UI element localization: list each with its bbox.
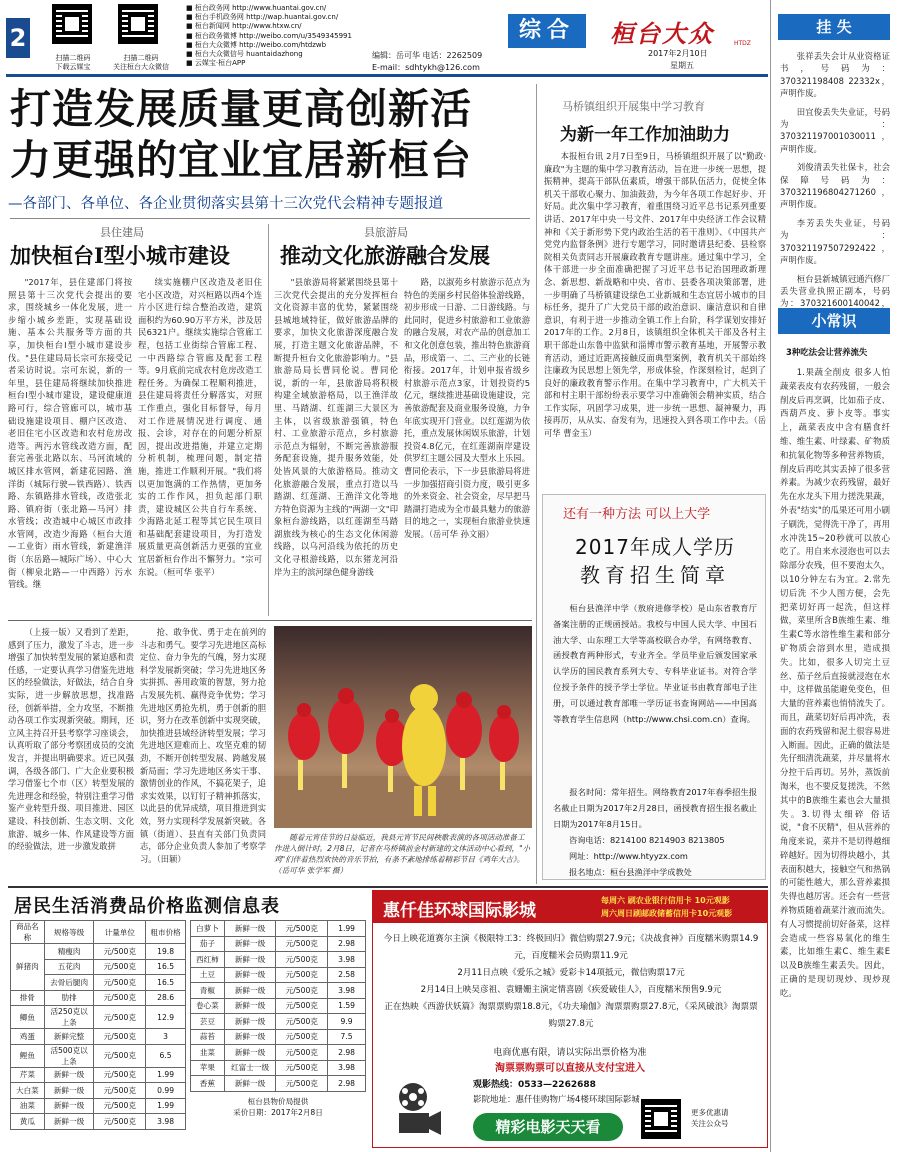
qr2-caption: 扫描二维码 关注桓台大众微信	[113, 54, 169, 71]
continued-col2: 抢、敢争优、勇于走在前列的斗志和勇气。要学习先进地区高标定位、奋力争先的气魄，努力实现科学发展新突破；学习先进地区务实拼抓、善用政策的智慧，努力抢占发展先机、赢得竞争优势；学习先进地区勇抢先机，勇于创新的胆识，努力在改革创新中实现突破，加快推进县域经济转型发展；学习先进地区迎难而上、攻坚克难的韧劲，不断开创转型发展、跨越发展新局面；学习先进地区务实干事、激情创业的作风，不搞花架子，追求实效果，以钉钉子精神抓落实，以此县的优异成绩，项目推进到实效，努力实现科学发展新突破。各镇（街道）、县直有关部门负责同志，部分企业负责人参加了考察学习。（田颖）	[140, 627, 266, 864]
right-story-title: 推动文化旅游融合发展	[280, 243, 490, 268]
price-table-left	[10, 920, 186, 1130]
link-list	[186, 4, 376, 68]
table-row: 黄瓜 新鲜一级 元/500克 3.98	[11, 1114, 186, 1130]
issue-weekday: 星期五	[670, 61, 694, 70]
school-title-1: 2017年成人学历	[575, 535, 735, 559]
masthead-rule	[6, 74, 768, 77]
table-row: 排骨 肋排 元/500克 28.6	[11, 990, 186, 1006]
link-item[interactable]: ■ 桓台政务微博 http://weibo.com/u/3549345991	[186, 31, 352, 40]
link-item[interactable]: ■ 桓台手机政务网 http://wap.huantai.gov.cn/	[186, 13, 339, 22]
qr-code-app[interactable]	[52, 4, 92, 44]
lead-headline: 打造发展质量更高创新活 力更强的宜业宜居新桓台	[10, 85, 472, 184]
school-address: 报名地点：桓台县渔洋中学成教处	[569, 867, 692, 877]
bottom-rule	[8, 886, 768, 888]
link-item[interactable]: ■ 桓台政务网 http://www.huantai.gov.cn/	[186, 4, 327, 12]
col-divider	[268, 224, 269, 616]
film-list	[381, 931, 761, 1033]
film-item: 今日上映花道赛尔主演《极限特工3：终极回归》微信购票27.9元；《决战食神》百度糯米购票14.9元，百度糯米会员购票11.9元	[383, 934, 759, 961]
table-row: 鲤鱼 活500克以上条 元/500克 6.5	[11, 1044, 186, 1067]
col-header: 规格等级	[44, 921, 94, 944]
school-ad	[542, 494, 766, 880]
lost-notice-list	[780, 50, 890, 322]
qr-code-wechat[interactable]	[118, 4, 158, 44]
lost-item: 张祥丢失会计从业资格证书，号码为：370321198408 22332x，声明作废。	[780, 51, 890, 99]
table-row: 五花肉 元/500克 16.5	[11, 959, 186, 975]
table-row: 芸豆 新鲜一级 元/500克 9.9	[191, 1014, 366, 1030]
photo-caption: 随着元宵佳节的日益临近，我县元宵节民间秧歌表演的各项活动准备工作进入倒计时。2月8日，记者在乌桥镇前金村新建的文体活动中心看到，"小鸡"们伴着热烈欢快的音乐节拍，有条不紊地排练着精彩节目《鸡年大吉》。（岳可华 张学军 摄）	[274, 833, 531, 875]
issue-date: 2017年2月10日	[648, 49, 708, 58]
cinema-address: 影院地址：惠仟佳购物广场4楼环球国际影城	[473, 1095, 640, 1105]
table-row: 西红柿 新鲜一级 元/500克 3.98	[191, 952, 366, 968]
film-item: 2月14日上映吴彦祖、袁姗姗主演定情喜剧《疾爱破佳人》，百度糯米预售9.9元	[420, 985, 722, 995]
left-story-col2: 续实施棚户区改造及老旧住宅小区改造，对兴桓路以西4个连片小区进行综合整治改造，建筑面积约为60.90万平方米，涉及居民6321户。继续实施综合管廊工程，包括工业街综合管廊工程、一中西路综合管廊及配套工程等。9月底前完成农村危房改造工程任务。为确保工程顺利推进，县住建局将责任分解落实，对照工作重点，强化目标督导，每月对工作进展情况进行调度、通报、会诊，对存在的问题分析原因，提出改进措施，并建立定期分析机制，梳理问题，制定措施，推进工作顺利开展。"我们将以更加饱满的工作热情，更加务实的工作作风，担负起部门职责，建设城区公共自行车系统、少海路北延工程等其它民生项目和基础配套建设项目，为打造发展质量更高创新活力更强的宜业宜居新桓台作出不懈努力。"宗可东说。（桓可华 张平）	[138, 277, 262, 577]
tips-header: 小常识	[778, 308, 890, 334]
film-item: 正在热映《西游伏妖篇》淘票票购票18.8元，《功夫瑜伽》淘票票购票27.8元，《采风破浪》淘票票购票27.8元	[384, 1002, 758, 1029]
email-line[interactable]: E-mail：sdhtykh@126.com	[372, 63, 480, 72]
cinema-ad	[372, 890, 768, 1148]
lost-item: 田宜俊丢失失业证，号码为：370321197001030011，声明作废。	[780, 106, 890, 154]
table-row: 青椒 新鲜一级 元/500克 3.98	[191, 983, 366, 999]
cinema-promo-2: 周六周日刷邮政储蓄信用卡10元观影	[601, 909, 733, 918]
table-row: 茄子 新鲜一级 元/500克 2.98	[191, 936, 366, 952]
lead-sub-rule	[10, 218, 530, 219]
table-row: 卷心菜 新鲜一级 元/500克 1.59	[191, 998, 366, 1014]
cinema-qr-caption: 更多优惠请 关注公众号	[691, 1108, 729, 1128]
school-reg-time: 报名时间：常年招生。网络教育2017年春季招生报名截止日期为2017年2月28日，函授教育招生报名截止日期为2017年8月15日。	[553, 787, 757, 829]
paper-logo: 桓台大众	[610, 19, 714, 48]
table-row: 油菜 新鲜一级 元/500克 1.99	[11, 1098, 186, 1114]
film-item: 2月11日点映《爱乐之城》爱彩卡14项抵元，微信购票17元	[457, 968, 685, 978]
film-reel-icon	[393, 1079, 443, 1139]
left-kicker: 县住建局	[100, 226, 144, 239]
school-body: 桓台县渔洋中学（敖府进修学校）是山东省教育厅备案注册的正规函授站。我校与中国人民大学、中国石油大学、山东理工大学等高校联合办学，有网络教育、函授教育两种形式，专业齐全。学员毕业后颁发国家承认学历的国民教育系列大专、专科毕业证书。对符合学位授予条件的授予学士学位。毕业证书由教育部电子注册，可以通过教育部唯一学历证书查询网站——中国高等教育学生信息网（http://www.chsi.com.cn）查询。	[553, 603, 757, 724]
qr1-caption: 扫描二维码 下载云媒宝	[55, 54, 91, 71]
mid-rule	[8, 620, 532, 621]
left-story-col1: "2017年，县住建部门将按照县第十三次党代会提出的要求，围绕城乡一体化发展，进一步缩小城乡差距，实现基础设施、基本公共服务等方面的共享，加快桓台Ⅰ型小城市建设步伐。"县住建局局长宗可东接受记者采访时说。宗可东说，新的一年里，县住建局将继续加快推进桓台Ⅰ型小城市建设，建设健康道路可行，综合管廊可以，城市基础设施建设项目、棚户区改造、老旧住宅小区改造和农村危房改造等。两污水管线改造方面，配套完善张北路以东、马河流域的城区排水管网，新建花园路、渔洋街（城际行驶—铁西路）、铁西路、东镇路排水管线，改造张北路、镇府街（张北路—马河）排水管线；改造城中心城区市政排水管网，改造少海路（桓台大道—工业街）雨水管线，新建渔洋街（东岳路—城际广场）、中心大街（柳泉北路—一中西路）污水管线。继	[8, 277, 132, 590]
table-row: 大白菜 新鲜一级 元/500克 0.99	[11, 1083, 186, 1099]
cinema-qr-code[interactable]	[641, 1099, 681, 1139]
table-row: 蒜苔 新鲜一级 元/500克 7.5	[191, 1029, 366, 1045]
right-kicker: 县旅游局	[364, 226, 408, 239]
lead-subhead: —各部门、各单位、各企业贯彻落实县第十三次党代会精神专题报道	[8, 196, 443, 212]
school-tagline: 还有一种方法 可以上大学	[563, 507, 711, 522]
lost-notice-header: 挂 失	[778, 14, 890, 40]
price-table-date: 采价日期：2017年2月8日	[233, 1107, 323, 1117]
lantern-festival-photo	[274, 626, 532, 828]
school-phone[interactable]: 咨询电话：8214100 8214903 8213805	[569, 835, 725, 845]
continued-col1: （上接一版）又看到了差距，感到了压力，激发了斗志，进一步增强了加快转型发展的紧迫感和责任感，一定要认真学习借鉴先进地区的经验做法，好做法，结合自身实际，进一步解放思想，找准路径，创新举措，全力攻坚，不断推动各项工作实现新突破。期间，还立风主持召开县考察学习座谈会，认真听取了部分考察团成员的交流发言，并提出明确要求。近已风强调，各级各部门、广大企业要积极学习借鉴七个市（区）转型发展的先进理念和经验，特别注重学习借鉴产业转型升级、项目推进、园区建设、科技创新、生态文明、文化旅游、城乡一体、作风建设等方面的经验做法，进一步激发敢拼	[8, 627, 134, 852]
cinema-tip-2: 淘票票购票可以直接从支付宝进入	[495, 1063, 645, 1074]
cinema-tip-1: 电商优惠有限，请以实际出票价格为准	[493, 1048, 647, 1058]
masthead	[0, 0, 768, 74]
link-item[interactable]: ■ 桓台大众微博 http://weibo.com/htdzwb	[186, 40, 327, 49]
photo-illustration	[274, 626, 532, 828]
school-website[interactable]: 网址：http://www.htyyzx.com	[569, 851, 688, 861]
school-title-2: 教育招生简章	[580, 563, 730, 587]
table-row: 土豆 新鲜一级 元/500克 2.58	[191, 967, 366, 983]
table-row: 韭菜 新鲜一级 元/500克 2.98	[191, 1045, 366, 1061]
page-number-box: 2	[6, 18, 30, 58]
table-header-row	[11, 921, 186, 944]
cinema-hotline[interactable]: 观影热线：0533—2262688	[473, 1080, 596, 1090]
table-row: 去骨后腿肉 元/500克 16.5	[11, 975, 186, 991]
link-item[interactable]: ■ 云媒宝·桓台APP	[186, 59, 246, 68]
lost-item: 刘俊清丢失社保卡，社会保障号码为：370321196804271260，声明作废。	[780, 162, 890, 210]
col-header: 计量单位	[94, 921, 146, 944]
table-row: 鲫鱼 活250克以上条 元/500克 12.9	[11, 1006, 186, 1029]
table-row: 白萝卜 新鲜一级 元/500克 1.99	[191, 921, 366, 937]
sidebar-divider	[770, 0, 771, 1152]
link-item: ■ 桓台大众微信号 huantaidazhong	[186, 50, 303, 59]
left-story-title: 加快桓台Ⅰ型小城市建设	[10, 243, 230, 268]
section-tab: 综合	[508, 14, 586, 48]
cinema-slogan: 精彩电影天天看	[473, 1113, 623, 1141]
right-story-col3: "县旅游局将紧紧围绕县第十三次党代会提出的充分发挥桓台文化资源丰富的优势，紧紧围绕县城地域特征，做好旅游品牌的要求，加快文化旅游深度融合发展，打造主题文化旅游品牌，不断提升桓台文化旅游影响力。"县旅游局局长曹同伦说。曹同伦说，新的一年，县旅游局将积极构建全域旅游格局，以王渔洋故里、马踏湖、红莲湖三大景区为主体，以省级旅游强镇，特色村、工业旅游示范点，乡村旅游示范点为辐射，不断完善旅游服务配套设施，提升服务效能，处处皆风景的大旅游格局。推动文化旅游融合发展，重点打造以马踏湖、红莲湖、王渔洋文化等地方特色资源为主线的"两湖一文"印象桓台游线路，以红莲湖至马踏湖旅线为核心的生态文化休闲游线路，以乌河沿线为依托的历史文化寻根游线路，以东猪龙河沿岸为主的滨河绿色健身游线	[274, 277, 398, 577]
tips-subtitle: 3种吃法会让营养流失	[786, 347, 868, 357]
table-row: 芹菜 新鲜一级 元/500克 1.99	[11, 1067, 186, 1083]
table-row: 香蕉 新鲜一级 元/500克 2.98	[191, 1076, 366, 1092]
lost-item: 李芳丢失失业证，号码为：370321197507292422，声明作废。	[780, 217, 890, 266]
right-col-divider	[536, 84, 537, 884]
link-item[interactable]: ■ 桓台新闻网 http://www.htxw.cn/	[186, 22, 302, 31]
tips-body: 1.果蔬全削皮 很多人怕蔬菜表皮有农药残留，一般会削皮后再烹调，比如茄子皮、西葫芦皮、萝卜皮等。事实上，蔬菜表皮中含有膳食纤维、维生素、叶绿素、矿物质和抗氧化物等多种营养物质，削皮后再吃其实丢掉了很多营养素。为减少农药残留，最好先在水龙头下用力搓洗果蔬，外表"结实"的瓜果还可用小刷子刷洗，觉得洗干净了，再用水冲洗15~20秒就可以放心吃了。用自来水浸泡也可以去除部分农残，但不要泡太久，以10分钟左右为宜。2.常先切后洗 不少人图方便，会先把菜切好再一起洗，但这样做，菜里所含B族维生素、维生素C等水溶性维生素和部分矿物质会溶到水里，造成损失。比如，很多人切完土豆丝、茄子丝后直接就浸泡在水中，这样做虽能避免变色，但大量的营养素也悄悄流失了。而且，蔬菜切好后再冲洗，表面的农药残留和泥土很容易进入断面。因此，正确的做法是先仔细清洗蔬菜，并尽量将水分控干后再切。另外，蒸饭前淘米，也不要反复搓洗，不然其中的B族维生素也会大量损失。3.切得太细碎 俗话说，"食不厌精"，但从营养的角度来说，菜并不是切得越细碎越好。因为切得块越小，其表面积越大，接触空气和热锅的可能性越大，那么营养素损失得也越厉害。还会有一些营养物质随着蔬菜汁液而流失。有人习惯提前切好备菜，这样会造成一些容易氧化的维生素，比如维生素C、维生素E以及B族维生素丢失。因此，正确的是现切现炒、现炒现吃。	[780, 367, 890, 998]
right-story-col4: 路，以淑苑乡村旅游示范点为特色的美丽乡村民俗体验游线路，初步形成一日游、二日游线路。与此同时，促进乡村旅游和工业旅游的融合发展，对农产品的创意加工和文化创意包装，推出特色旅游商品，形成第一、二、三产业的长链衔接。2017年，计划申报省级乡村旅游示范点3家，计划投资约5亿元，继续推进基础设施建设，完善旅游配套及商业服务设施，力争年底实现开门营业。以红莲湖为依托，重点发展休闲娱乐旅游，计划投资4.8亿元，在红莲湖南岸建设供罗红主题公园及大型水上乐园。曹同伦表示，下一步县旅游局将进一步加强招商引资力度，吸引更多的外来资金、社会资金，尽早把马踏湖打造成为全市最具魅力的旅游目的地之一，实现桓台旅游业快速发展。（岳可华 孙文丽）	[404, 277, 530, 539]
price-table-title: 居民生活消费品价格监测信息表	[14, 896, 280, 917]
news-title: 为新一年工作加油助力	[560, 125, 730, 145]
price-table-source: 桓台县物价局提供	[247, 1096, 309, 1106]
table-row: 鸡蛋 新鲜完整 元/500克 3	[11, 1029, 186, 1045]
cinema-title: 惠仟佳环球国际影城	[383, 901, 536, 921]
table-row: 苹果 红富士一级 元/500克 3.98	[191, 1060, 366, 1076]
col-header: 粗市价格	[146, 921, 186, 944]
news-kicker: 马桥镇组织开展集中学习教育	[562, 100, 705, 113]
table-row: 鲜猪肉 精瘦肉 元/500克 19.8	[11, 944, 186, 960]
lost-item: 桓台县新城镇冠通汽修厂丢失营业执照正副本，号码为：370321600140042，	[780, 273, 890, 309]
paper-logo-abbr: HTDZ	[734, 40, 751, 47]
price-table-right	[190, 920, 366, 1118]
cinema-promo-1: 每周六 刷农业银行信用卡 10元观影	[601, 896, 730, 905]
editor-line: 编辑：岳可华 电话：2262509	[372, 51, 483, 60]
news-body: 本报桓台讯 2月7日至9日，马桥镇组织开展了以"勤政·廉政"为主题的集中学习教育活动，旨在进一步统一思想，提振精神，提高干部队伍素质，增强干部队伍活力，促使全体机关干部收心聚力、加油鼓劲，为今年各项工作起好步、开好局。此次集中学习教育，着重围绕习近平总书记系列重要讲话、2017年中央一号文件、2017年中央经济工作会议精神和《关于新形势下党内政治生活的若干准则》、《中国共产党党内监督条例》进行专题学习，同时邀请县纪委、县检察院相关负责同志开展廉政教育专题讲座。通过集中学习，全体干部进一步全面准确把握了习近平总书记治国理政新理念、新思想、新战略和中央、省市、县委各项决策部署，进一步明确了马桥镇建设绿色工业新城和生态宜居小城市的目标任务，提升了广大党员干部的政治意识、廉洁意识和自律意识，有利于进一步推动全镇工作上台阶，科学谋划安排好2017年的工作。2月8日，该镇组织全体机关干部及各村主职干部赴山东鲁中监狱和淄博市警示教育基地，开展警示教育活动，通过近距离接触反面典型案例，教育机关干部始终注廉政为民思想上领先学，形成体验，作深刻检讨，起到了良好的廉政教育警示作用。在集中学习教育中，广大机关干部和村主职干部纷纷表示要学习中准确领会精神实质，结合工作实际，巩固学习成果，进一步统一思想、凝神聚力，再接再厉，从从实、奋发有为，迅速投入到各项工作中去。（岳可华 曹金玉）	[544, 151, 766, 439]
col-header: 商品名称	[11, 921, 45, 944]
